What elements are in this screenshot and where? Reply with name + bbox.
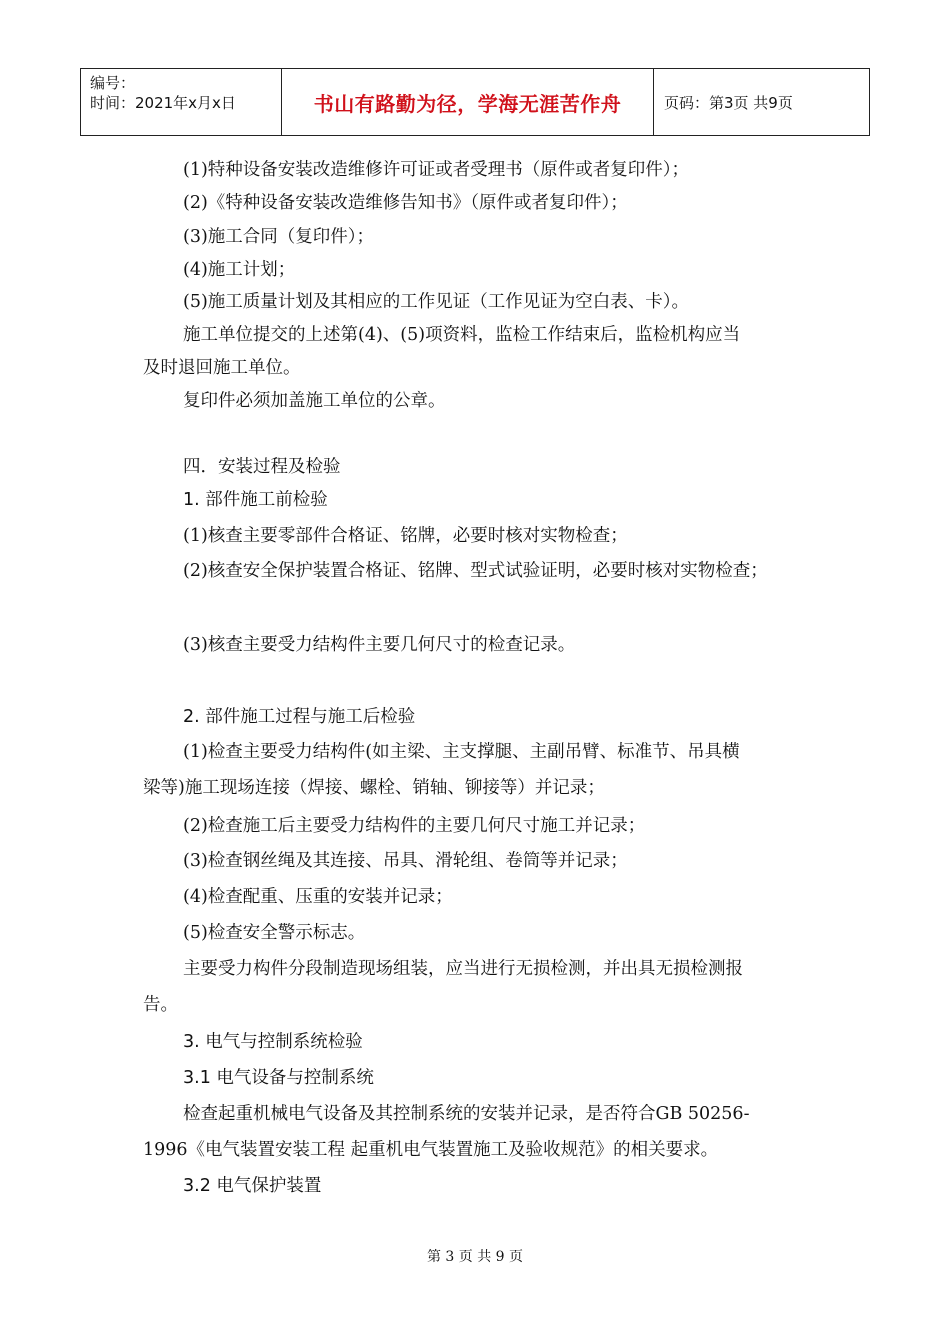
text-line: 梁等)施工现场连接（焊接、螺栓、销轴、铆接等）并记录； <box>143 778 605 798</box>
text-line: (5)检查安全警示标志。 <box>183 923 366 943</box>
paragraph-line: 1996《电气装置安装工程 起重机电气装置施工及验收规范》的相关要求。 <box>143 1140 719 1160</box>
paragraph-line: 告。 <box>143 995 178 1015</box>
text-line: (1)特种设备安装改造维修许可证或者受理书（原件或者复印件）； <box>183 160 690 180</box>
paragraph-line: 检查起重机械电气设备及其控制系统的安装并记录，是否符合GB 50256- <box>183 1104 750 1124</box>
text-line: (1)核查主要零部件合格证、铭牌，必要时核对实物检查； <box>183 526 628 546</box>
header-page-info: 页码：第3页 共9页 <box>664 93 793 112</box>
header-motto: 书山有路勤为径，学海无涯苦作舟 <box>282 69 654 135</box>
text-line: (4)检查配重、压重的安装并记录； <box>183 887 453 907</box>
paragraph-line: 施工单位提交的上述第(4)、(5)项资料，监检工作结束后，监检机构应当 <box>183 325 741 345</box>
text-line: (3)核查主要受力结构件主要几何尺寸的检查记录。 <box>183 635 576 655</box>
section-heading: 四．安装过程及检验 <box>183 457 341 477</box>
document-time-label: 时间：2021年x月x日 <box>90 94 236 112</box>
text-line: (2)《特种设备安装改造维修告知书》（原件或者复印件）； <box>183 193 628 213</box>
header-meta-cell <box>81 69 282 135</box>
text-line: (2)核查安全保护装置合格证、铭牌、型式试验证明，必要时核对实物检查； <box>183 561 768 581</box>
text-line: (4)施工计划； <box>183 260 296 280</box>
document-number-label: 编号： <box>90 74 136 92</box>
text-line: (3)检查钢丝绳及其连接、吊具、滑轮组、卷筒等并记录； <box>183 851 628 871</box>
subsubsection-heading: 3.1 电气设备与控制系统 <box>183 1068 374 1088</box>
text-line: (3)施工合同（复印件）； <box>183 227 375 247</box>
text-line: (1)检查主要受力结构件(如主梁、主支撑腿、主副吊臂、标准节、吊具横 <box>183 742 740 762</box>
paragraph-line: 主要受力构件分段制造现场组装，应当进行无损检测，并出具无损检测报 <box>183 959 743 979</box>
subsection-heading: 2. 部件施工过程与施工后检验 <box>183 707 416 727</box>
header-table <box>80 68 870 136</box>
paragraph-line: 复印件必须加盖施工单位的公章。 <box>183 391 446 411</box>
text-line: (5)施工质量计划及其相应的工作见证（工作见证为空白表、卡）。 <box>183 292 690 312</box>
subsection-heading: 1. 部件施工前检验 <box>183 490 328 510</box>
paragraph-line: 及时退回施工单位。 <box>143 358 301 378</box>
page-footer: 第 3 页 共 9 页 <box>426 1249 524 1265</box>
subsection-heading: 3. 电气与控制系统检验 <box>183 1032 363 1052</box>
subsubsection-heading: 3.2 电气保护装置 <box>183 1176 322 1196</box>
text-line: (2)检查施工后主要受力结构件的主要几何尺寸施工并记录； <box>183 816 646 836</box>
